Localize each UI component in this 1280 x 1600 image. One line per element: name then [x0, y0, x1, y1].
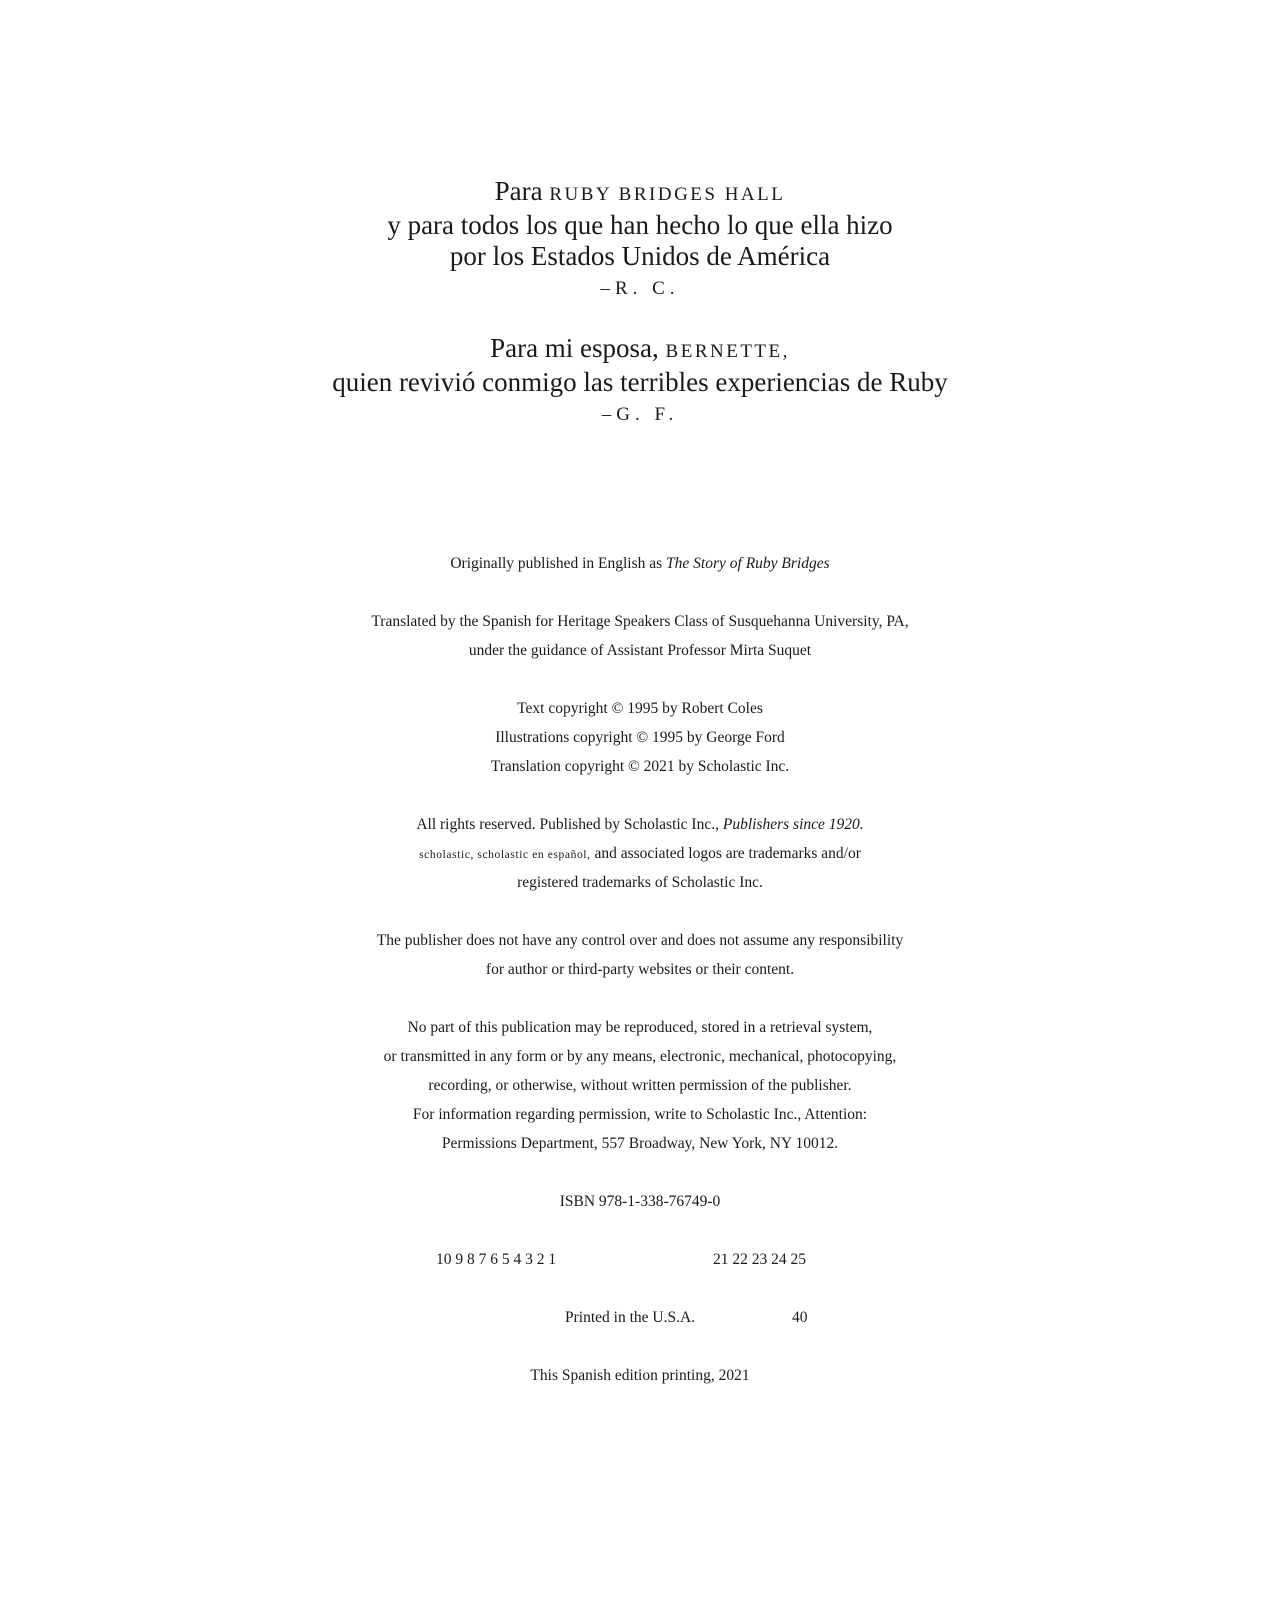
- reproduction-line: recording, or otherwise, without written permission of the publisher.: [428, 1077, 852, 1094]
- trademark-names: scholastic, scholastic en español,: [419, 849, 591, 861]
- trademark-text: and associated logos are trademarks and/or: [594, 845, 861, 862]
- dedication-signature: –G. F.: [601, 404, 679, 425]
- dedication-line: quien revivió conmigo las terribles experiencias de Ruby: [332, 367, 948, 397]
- disclaimer-line: for author or third-party websites or their content.: [485, 961, 795, 978]
- original-publication-prefix: Originally published in English as: [450, 555, 663, 572]
- dedication-line: por los Estados Unidos de América: [449, 241, 831, 271]
- impression-numbers: 10 9 8 7 6 5 4 3 2 1: [436, 1251, 557, 1268]
- copyright-line: Text copyright © 1995 by Robert Coles: [517, 700, 763, 717]
- trademark-line: registered trademarks of Scholastic Inc.: [517, 874, 763, 891]
- reproduction-line: No part of this publication may be reproduced, stored in a retrieval system,: [407, 1019, 873, 1036]
- printed-line: [0, 1303, 1280, 1332]
- reproduction-line: For information regarding permission, write to Scholastic Inc., Attention:: [412, 1106, 868, 1123]
- printing-line: [0, 1245, 1280, 1274]
- trademark-line: [0, 839, 1280, 868]
- dedicatee-name: BERNETTE,: [665, 341, 790, 362]
- reproduction-line: or transmitted in any form or by any means, electronic, mechanical, photocopying,: [383, 1048, 897, 1065]
- copyright-line: Translation copyright © 2021 by Scholastic Inc.: [490, 758, 790, 775]
- colophon: [0, 549, 1280, 1390]
- printing-years: 21 22 23 24 25: [713, 1251, 806, 1268]
- dedication-lead-line: [0, 176, 1280, 210]
- disclaimer-line: The publisher does not have any control over and does not assume any responsibility: [376, 932, 904, 949]
- publisher-tagline: Publishers since 1920.: [722, 816, 864, 833]
- copyright-line: Illustrations copyright © 1995 by George Ford: [495, 729, 785, 746]
- rights-line: [0, 810, 1280, 839]
- translation-credit-line: under the guidance of Assistant Professor Mirta Suquet: [468, 642, 812, 659]
- reproduction-line: Permissions Department, 557 Broadway, New York, NY 10012.: [441, 1135, 839, 1152]
- printed-country: Printed in the U.S.A.: [565, 1309, 696, 1326]
- edition-line: This Spanish edition printing, 2021: [530, 1367, 750, 1384]
- dedication-lead: Para mi esposa,: [490, 333, 659, 363]
- original-title: The Story of Ruby Bridges: [666, 555, 830, 572]
- dedication-line: y para todos los que han hecho lo que ella hizo: [387, 210, 893, 240]
- printer-code: 40: [792, 1309, 808, 1326]
- dedication-robert-coles: [0, 176, 1280, 304]
- translation-credit-line: Translated by the Spanish for Heritage Speakers Class of Susquehanna University, PA,: [371, 613, 909, 630]
- dedication-lead-line: [0, 333, 1280, 367]
- dedication-george-ford: [0, 333, 1280, 430]
- rights-prefix: All rights reserved. Published by Scholastic Inc.,: [416, 816, 719, 833]
- dedicatee-name: RUBY BRIDGES HALL: [549, 184, 786, 205]
- dedication-signature: –R. C.: [600, 278, 680, 299]
- dedication-lead: Para: [494, 176, 543, 206]
- isbn: ISBN 978-1-338-76749-0: [559, 1193, 721, 1210]
- original-publication: [0, 549, 1280, 578]
